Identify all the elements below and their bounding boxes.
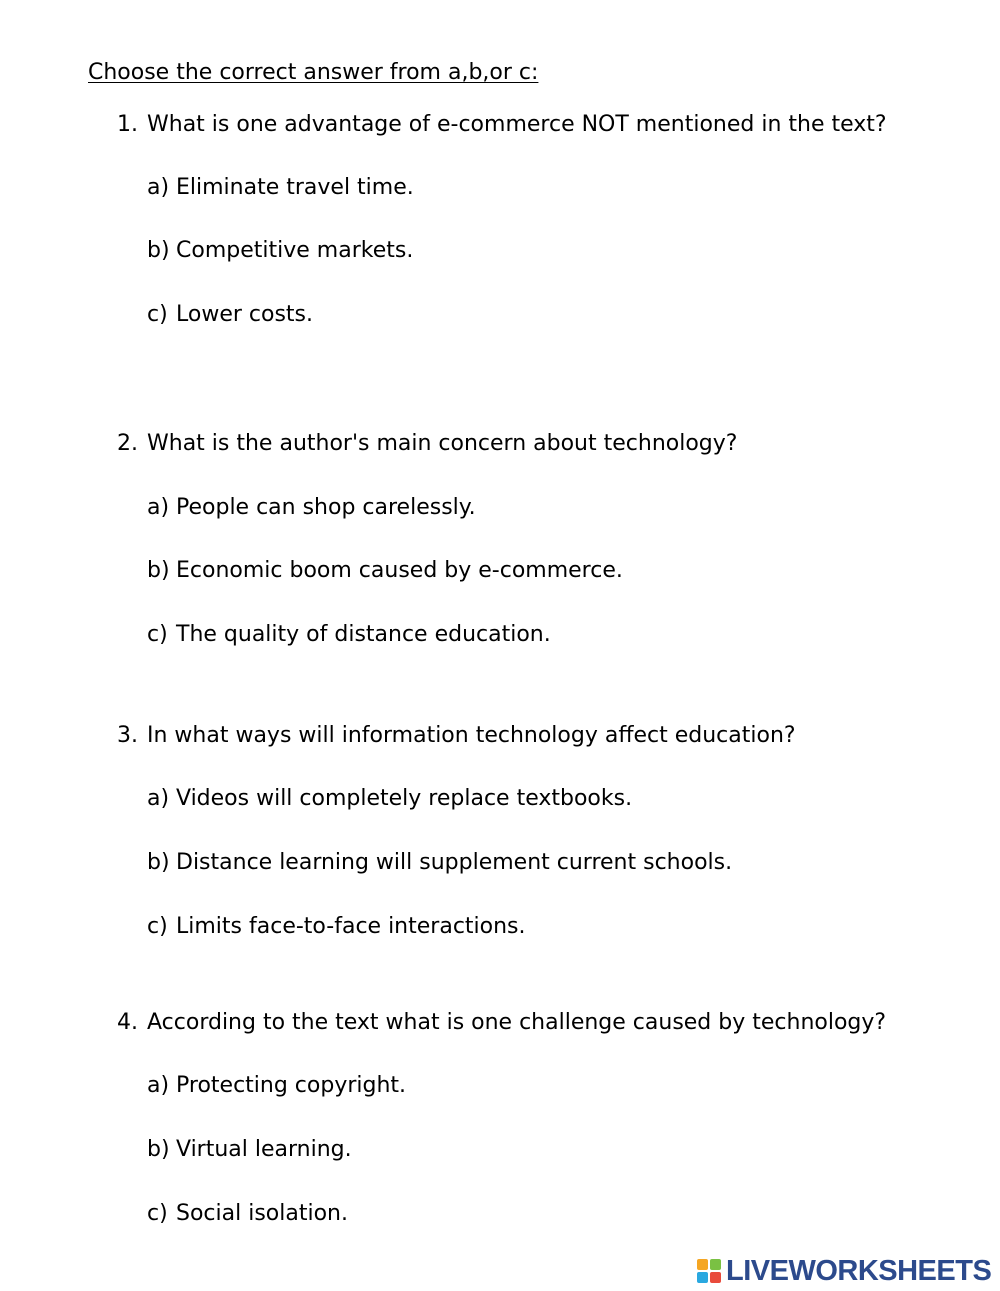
- logo-text: LIVEWORKSHEETS: [726, 1255, 992, 1287]
- option-label: b): [147, 238, 170, 263]
- option-text: The quality of distance education.: [176, 622, 551, 647]
- option-label: a): [147, 175, 170, 200]
- option-text: Virtual learning.: [176, 1137, 352, 1162]
- option-text: Economic boom caused by e-commerce.: [176, 558, 623, 583]
- option-label: b): [147, 558, 170, 583]
- option-label: a): [147, 1073, 170, 1098]
- option-text: People can shop carelessly.: [176, 495, 476, 520]
- logo-block: [710, 1272, 721, 1283]
- option-label: c): [147, 622, 168, 647]
- logo-block: [710, 1259, 721, 1270]
- question-text: According to the text what is one challenge caused by technology?: [147, 1010, 887, 1035]
- question-text: What is the author's main concern about technology?: [147, 431, 738, 456]
- question-number: 4.: [117, 1010, 138, 1035]
- logo-block: [697, 1259, 708, 1270]
- instruction-heading: Choose the correct answer from a,b,or c:: [88, 60, 539, 85]
- question-text: In what ways will information technology affect education?: [147, 723, 796, 748]
- logo-blocks-icon: [697, 1259, 723, 1283]
- option-text: Competitive markets.: [176, 238, 414, 263]
- option-label: c): [147, 914, 168, 939]
- option-text: Protecting copyright.: [176, 1073, 407, 1098]
- option-label: a): [147, 495, 170, 520]
- option-label: a): [147, 786, 170, 811]
- option-text: Eliminate travel time.: [176, 175, 414, 200]
- question-number: 2.: [117, 431, 138, 456]
- option-label: c): [147, 302, 168, 327]
- option-text: Distance learning will supplement current schools.: [176, 850, 733, 875]
- option-text: Videos will completely replace textbooks.: [176, 786, 633, 811]
- question-number: 1.: [117, 112, 138, 137]
- question-number: 3.: [117, 723, 138, 748]
- option-text: Lower costs.: [176, 302, 313, 327]
- option-label: b): [147, 850, 170, 875]
- option-text: Limits face-to-face interactions.: [176, 914, 526, 939]
- logo-block: [697, 1272, 708, 1283]
- liveworksheets-logo: [697, 1256, 991, 1286]
- question-text: What is one advantage of e-commerce NOT mentioned in the text?: [147, 112, 887, 137]
- option-label: c): [147, 1201, 168, 1226]
- option-text: Social isolation.: [176, 1201, 348, 1226]
- option-label: b): [147, 1137, 170, 1162]
